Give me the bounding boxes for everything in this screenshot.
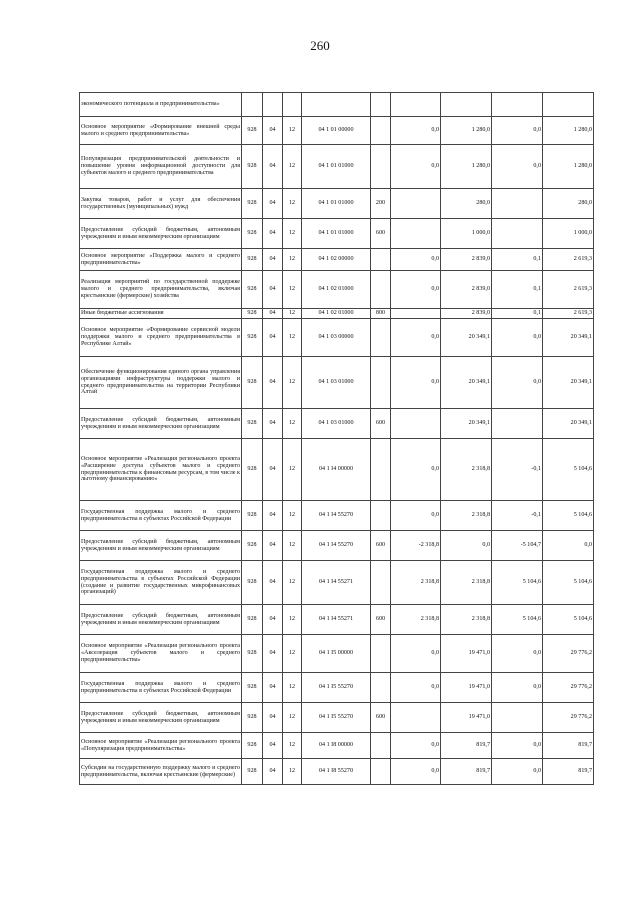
cell-sub: 12 <box>283 733 302 759</box>
table-row <box>80 759 594 785</box>
cell-a: 0,0 <box>391 319 441 357</box>
cell-vr <box>371 319 391 357</box>
cell-b: 1 000,0 <box>441 219 492 249</box>
cell-b: 1 280,0 <box>441 117 492 145</box>
cell-d: 20 349,1 <box>543 319 594 357</box>
cell-sub: 12 <box>283 219 302 249</box>
cell-d: 1 280,0 <box>543 117 594 145</box>
cell-code: 928 <box>242 189 263 219</box>
cell-vr <box>371 733 391 759</box>
cell-sec: 04 <box>263 439 283 501</box>
page-number: 260 <box>310 38 330 53</box>
cell-csr: 04 1 I8 00000 <box>302 733 371 759</box>
cell-c <box>492 189 543 219</box>
cell-sub: 12 <box>283 759 302 785</box>
cell-vr <box>371 439 391 501</box>
cell-a: -2 318,8 <box>391 531 441 561</box>
table-row <box>80 319 594 357</box>
cell-a <box>391 93 441 117</box>
cell-name: Основное мероприятие «Формирование сервисной модели поддержки малого и среднего предпринимательства в Республике Алтай» <box>80 319 242 357</box>
cell-vr: 200 <box>371 189 391 219</box>
cell-csr: 04 1 01 01000 <box>302 189 371 219</box>
cell-csr: 04 1 I4 55270 <box>302 501 371 531</box>
cell-name: Основное мероприятие «Реализация регионального проекта «Расширение доступа субъектов малого и среднего предпринимательства к финансовым ресурсам, в том числе к льготному финансированию» <box>80 439 242 501</box>
cell-c: 0,0 <box>492 117 543 145</box>
cell-a <box>391 219 441 249</box>
table-row <box>80 605 594 635</box>
cell-sec: 04 <box>263 271 283 309</box>
cell-csr: 04 1 I5 55270 <box>302 703 371 733</box>
cell-b: 2 318,8 <box>441 439 492 501</box>
cell-d: 5 104,6 <box>543 501 594 531</box>
cell-name: Популяризация предпринимательской деятельности и повышение уровня информационной доступности для субъектов малого и среднего предпринимательства <box>80 145 242 189</box>
cell-a: 2 318,8 <box>391 605 441 635</box>
cell-name: Государственная поддержка малого и среднего предпринимательства в субъектах Российской Федерации <box>80 673 242 703</box>
cell-code: 928 <box>242 357 263 409</box>
cell-sec: 04 <box>263 673 283 703</box>
cell-b <box>441 93 492 117</box>
cell-c: 0,1 <box>492 271 543 309</box>
table-row <box>80 635 594 673</box>
cell-a: 2 318,8 <box>391 561 441 605</box>
cell-name: Основное мероприятие «Поддержка малого и среднего предпринимательства» <box>80 249 242 271</box>
cell-sub: 12 <box>283 409 302 439</box>
cell-sec: 04 <box>263 357 283 409</box>
cell-vr <box>371 759 391 785</box>
cell-csr: 04 1 01 01000 <box>302 219 371 249</box>
cell-a: 0,0 <box>391 673 441 703</box>
cell-sec: 04 <box>263 733 283 759</box>
cell-sub: 12 <box>283 605 302 635</box>
cell-code: 928 <box>242 409 263 439</box>
table-row <box>80 93 594 117</box>
cell-name: Иные бюджетные ассигнования <box>80 309 242 319</box>
cell-b: 20 349,1 <box>441 409 492 439</box>
cell-b: 1 280,0 <box>441 145 492 189</box>
cell-d: 5 104,6 <box>543 561 594 605</box>
cell-code: 928 <box>242 219 263 249</box>
cell-sec: 04 <box>263 409 283 439</box>
cell-a: 0,0 <box>391 117 441 145</box>
cell-sec: 04 <box>263 759 283 785</box>
cell-code: 928 <box>242 673 263 703</box>
cell-sec: 04 <box>263 531 283 561</box>
table-row <box>80 531 594 561</box>
cell-sub: 12 <box>283 561 302 605</box>
cell-code: 928 <box>242 249 263 271</box>
cell-c: 0,0 <box>492 673 543 703</box>
cell-vr <box>371 93 391 117</box>
cell-name: Государственная поддержка малого и среднего предпринимательства в субъектах Российской Федерации (создание и развитие государственных микрофинансовых организаций) <box>80 561 242 605</box>
cell-sub: 12 <box>283 319 302 357</box>
table-row <box>80 219 594 249</box>
cell-d <box>543 93 594 117</box>
cell-sub: 12 <box>283 703 302 733</box>
cell-csr: 04 1 02 01000 <box>302 271 371 309</box>
cell-d: 20 349,1 <box>543 357 594 409</box>
table-row <box>80 117 594 145</box>
cell-c <box>492 219 543 249</box>
cell-b: 20 349,1 <box>441 357 492 409</box>
cell-sec: 04 <box>263 309 283 319</box>
table-row <box>80 703 594 733</box>
cell-sub <box>283 93 302 117</box>
cell-c <box>492 703 543 733</box>
cell-vr <box>371 271 391 309</box>
table-row <box>80 501 594 531</box>
cell-vr <box>371 145 391 189</box>
cell-b: 2 318,8 <box>441 561 492 605</box>
cell-sub: 12 <box>283 357 302 409</box>
cell-csr: 04 1 02 00000 <box>302 249 371 271</box>
cell-sec: 04 <box>263 117 283 145</box>
cell-sec: 04 <box>263 501 283 531</box>
cell-code: 928 <box>242 733 263 759</box>
cell-c: 0,1 <box>492 249 543 271</box>
table-row <box>80 189 594 219</box>
cell-sec: 04 <box>263 189 283 219</box>
cell-a <box>391 703 441 733</box>
cell-c: -0,1 <box>492 439 543 501</box>
cell-sec: 04 <box>263 703 283 733</box>
cell-d: 2 619,3 <box>543 271 594 309</box>
table-row <box>80 309 594 319</box>
cell-a <box>391 409 441 439</box>
cell-vr <box>371 117 391 145</box>
cell-csr <box>302 93 371 117</box>
table-row <box>80 271 594 309</box>
cell-csr: 04 1 I4 55270 <box>302 531 371 561</box>
cell-a <box>391 309 441 319</box>
cell-b: 19 471,0 <box>441 635 492 673</box>
cell-sub: 12 <box>283 117 302 145</box>
cell-vr <box>371 635 391 673</box>
cell-a: 0,0 <box>391 271 441 309</box>
cell-code: 928 <box>242 605 263 635</box>
cell-name: экономического потенциала и предпринимательства» <box>80 93 242 117</box>
cell-code: 928 <box>242 703 263 733</box>
cell-name: Предоставление субсидий бюджетным, автономным учреждениям и иным некоммерческим организациям <box>80 219 242 249</box>
cell-name: Основное мероприятие «Формирование внешней среды малого и среднего предпринимательства» <box>80 117 242 145</box>
cell-sub: 12 <box>283 673 302 703</box>
cell-b: 280,0 <box>441 189 492 219</box>
cell-csr: 04 1 03 01000 <box>302 409 371 439</box>
cell-name: Предоставление субсидий бюджетным, автономным учреждениям и иным некоммерческим организациям <box>80 703 242 733</box>
cell-b: 19 471,0 <box>441 673 492 703</box>
cell-vr: 600 <box>371 409 391 439</box>
cell-code: 928 <box>242 319 263 357</box>
cell-vr: 600 <box>371 531 391 561</box>
cell-name: Обеспечение функционирования единого органа управления организациями инфраструктуры поддержки малого и среднего предпринимательства на территории Республики Алтай <box>80 357 242 409</box>
cell-c: -5 104,7 <box>492 531 543 561</box>
cell-sub: 12 <box>283 145 302 189</box>
cell-sub: 12 <box>283 439 302 501</box>
cell-code: 928 <box>242 759 263 785</box>
cell-d: 819,7 <box>543 759 594 785</box>
cell-vr: 600 <box>371 605 391 635</box>
cell-name: Предоставление субсидий бюджетным, автономным учреждениям и иным некоммерческим организациям <box>80 409 242 439</box>
cell-b: 2 839,0 <box>441 271 492 309</box>
cell-d: 1 000,0 <box>543 219 594 249</box>
cell-a: 0,0 <box>391 357 441 409</box>
table-row <box>80 409 594 439</box>
cell-code: 928 <box>242 501 263 531</box>
cell-c: 0,0 <box>492 145 543 189</box>
cell-c: 0,0 <box>492 759 543 785</box>
cell-c: -0,1 <box>492 501 543 531</box>
cell-sec: 04 <box>263 605 283 635</box>
cell-c <box>492 93 543 117</box>
cell-b: 2 318,8 <box>441 501 492 531</box>
cell-d: 5 104,6 <box>543 605 594 635</box>
cell-sec: 04 <box>263 249 283 271</box>
cell-b: 2 839,0 <box>441 249 492 271</box>
cell-vr <box>371 561 391 605</box>
cell-code: 928 <box>242 271 263 309</box>
cell-c: 0,0 <box>492 733 543 759</box>
cell-b: 19 471,0 <box>441 703 492 733</box>
table-row <box>80 249 594 271</box>
cell-c: 0,1 <box>492 309 543 319</box>
cell-csr: 04 1 01 01000 <box>302 145 371 189</box>
cell-vr: 800 <box>371 309 391 319</box>
cell-a: 0,0 <box>391 145 441 189</box>
cell-sub: 12 <box>283 189 302 219</box>
cell-c: 5 104,6 <box>492 605 543 635</box>
cell-csr: 04 1 I5 55270 <box>302 673 371 703</box>
cell-a: 0,0 <box>391 249 441 271</box>
table-row <box>80 439 594 501</box>
cell-d: 20 349,1 <box>543 409 594 439</box>
cell-d: 29 776,2 <box>543 703 594 733</box>
cell-b: 819,7 <box>441 733 492 759</box>
cell-b: 20 349,1 <box>441 319 492 357</box>
cell-name: Предоставление субсидий бюджетным, автономным учреждениям и иным некоммерческим организациям <box>80 531 242 561</box>
cell-sec: 04 <box>263 319 283 357</box>
cell-sec: 04 <box>263 145 283 189</box>
cell-name: Государственная поддержка малого и среднего предпринимательства в субъектах Российской Федерации <box>80 501 242 531</box>
cell-code: 928 <box>242 635 263 673</box>
cell-code: 928 <box>242 145 263 189</box>
cell-vr <box>371 673 391 703</box>
cell-name: Основное мероприятие «Реализация регионального проекта «Популяризация предпринимательства» <box>80 733 242 759</box>
cell-csr: 04 1 I4 00000 <box>302 439 371 501</box>
cell-d: 2 619,3 <box>543 249 594 271</box>
cell-code: 928 <box>242 561 263 605</box>
cell-c: 0,0 <box>492 319 543 357</box>
cell-vr <box>371 249 391 271</box>
cell-d: 5 104,6 <box>543 439 594 501</box>
cell-b: 0,0 <box>441 531 492 561</box>
cell-sub: 12 <box>283 531 302 561</box>
cell-d: 29 776,2 <box>543 673 594 703</box>
cell-sec <box>263 93 283 117</box>
cell-csr: 04 1 I8 55270 <box>302 759 371 785</box>
cell-sub: 12 <box>283 309 302 319</box>
cell-a: 0,0 <box>391 635 441 673</box>
cell-csr: 04 1 02 01000 <box>302 309 371 319</box>
table-row <box>80 673 594 703</box>
cell-d: 819,7 <box>543 733 594 759</box>
cell-name: Предоставление субсидий бюджетным, автономным учреждениям и иным некоммерческим организациям <box>80 605 242 635</box>
cell-code: 928 <box>242 531 263 561</box>
cell-name: Основное мероприятие «Реализация регионального проекта «Акселерация субъектов малого и среднего предпринимательства» <box>80 635 242 673</box>
cell-sub: 12 <box>283 635 302 673</box>
cell-name: Реализация мероприятий по государственной поддержке малого и среднего предпринимательства, включая крестьянские (фермерские) хозяйства <box>80 271 242 309</box>
cell-code: 928 <box>242 117 263 145</box>
cell-b: 819,7 <box>441 759 492 785</box>
cell-c: 0,0 <box>492 357 543 409</box>
cell-a: 0,0 <box>391 439 441 501</box>
cell-vr: 600 <box>371 703 391 733</box>
cell-csr: 04 1 I5 00000 <box>302 635 371 673</box>
table-row <box>80 357 594 409</box>
cell-vr <box>371 501 391 531</box>
cell-code: 928 <box>242 309 263 319</box>
cell-b: 2 839,0 <box>441 309 492 319</box>
cell-csr: 04 1 03 00000 <box>302 319 371 357</box>
cell-d: 0,0 <box>543 531 594 561</box>
cell-a <box>391 189 441 219</box>
cell-c <box>492 409 543 439</box>
cell-csr: 04 1 03 01000 <box>302 357 371 409</box>
cell-code: 928 <box>242 439 263 501</box>
cell-d: 1 280,0 <box>543 145 594 189</box>
table-row <box>80 733 594 759</box>
cell-d: 2 619,3 <box>543 309 594 319</box>
cell-a: 0,0 <box>391 759 441 785</box>
cell-sub: 12 <box>283 249 302 271</box>
cell-csr: 04 1 I4 55271 <box>302 561 371 605</box>
cell-sec: 04 <box>263 561 283 605</box>
table-row <box>80 561 594 605</box>
cell-b: 2 318,8 <box>441 605 492 635</box>
cell-sec: 04 <box>263 219 283 249</box>
cell-c: 5 104,6 <box>492 561 543 605</box>
cell-sub: 12 <box>283 501 302 531</box>
budget-table <box>79 92 594 785</box>
cell-d: 29 776,2 <box>543 635 594 673</box>
cell-csr: 04 1 I4 55271 <box>302 605 371 635</box>
cell-csr: 04 1 01 00000 <box>302 117 371 145</box>
cell-vr <box>371 357 391 409</box>
cell-vr: 600 <box>371 219 391 249</box>
cell-a: 0,0 <box>391 733 441 759</box>
cell-c: 0,0 <box>492 635 543 673</box>
cell-name: Закупка товаров, работ и услуг для обеспечения государственных (муниципальных) нужд <box>80 189 242 219</box>
cell-a: 0,0 <box>391 501 441 531</box>
cell-name: Субсидии на государственную поддержку малого и среднего предпринимательства, включая крестьянские (фермерские) <box>80 759 242 785</box>
cell-sub: 12 <box>283 271 302 309</box>
cell-d: 280,0 <box>543 189 594 219</box>
cell-sec: 04 <box>263 635 283 673</box>
cell-code <box>242 93 263 117</box>
table-row <box>80 145 594 189</box>
